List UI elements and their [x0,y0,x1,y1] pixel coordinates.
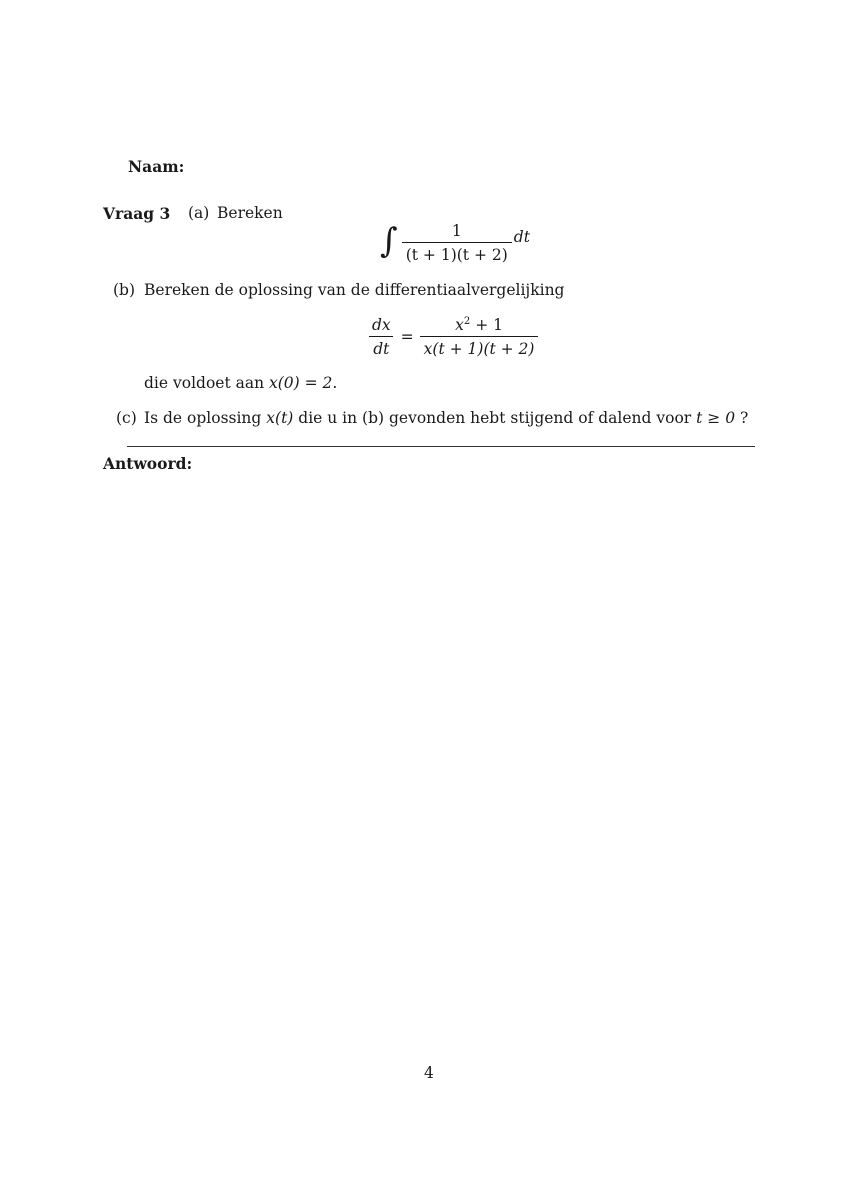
page-number: 4 [424,1064,434,1082]
integral-fraction [402,222,512,264]
naam-label: Naam: [128,157,185,176]
integral-numerator: 1 [451,222,462,240]
integral-expression [380,222,530,264]
rhs-num-base: x [455,316,464,334]
integral-denominator: (t + 1)(t + 2) [402,242,512,264]
equals-sign: = [400,328,414,346]
part-a-text: Bereken [217,204,283,222]
part-a-label: (a) [188,204,210,222]
part-b-condition [144,374,337,392]
lhs-numerator: dx [372,316,391,334]
condition-post: . [332,374,338,392]
condition-math: x(0) = 2 [269,374,333,392]
part-b-text: Bereken de oplossing van de differentiaalvergelijking [144,281,565,299]
part-c-text [144,409,748,427]
lhs-denominator: dt [369,336,393,358]
part-c-text-2: die u in (b) gevonden hebt stijgend of dalend voor [293,409,697,427]
question-title: Vraag 3 [103,204,171,223]
rhs-numerator [451,316,507,336]
part-b-label: (b) [113,281,136,299]
rhs-denominator: x(t + 1)(t + 2) [420,336,539,358]
part-c-math-1: x(t) [266,409,294,427]
part-c-math-2: t ≥ 0 [696,409,736,427]
answer-label: Antwoord: [103,454,193,473]
rhs-fraction [420,316,539,358]
part-c-text-3: ? [735,409,749,427]
integral-sign: ∫ [380,221,398,261]
rhs-num-rest: + 1 [470,316,503,334]
separator-rule [127,446,755,447]
integral-differential: dt [513,228,530,246]
lhs-fraction [368,316,395,358]
condition-pre: die voldoet aan [144,374,269,392]
part-c-label: (c) [116,409,137,427]
differential-equation [368,316,538,358]
rhs-num-exponent: 2 [463,315,471,327]
part-c-text-1: Is de oplossing [144,409,267,427]
